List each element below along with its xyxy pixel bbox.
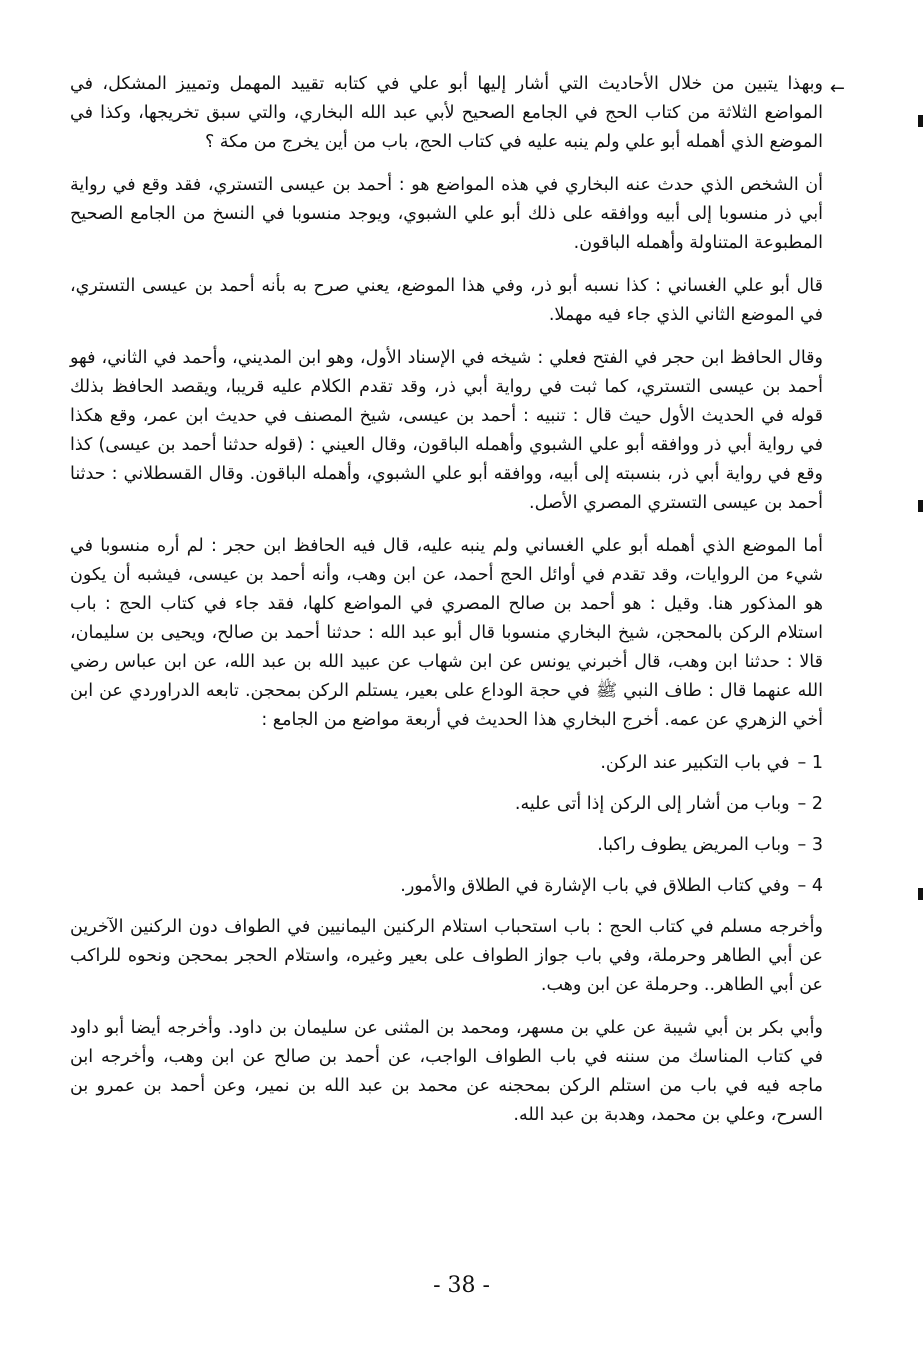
list-item-number: 1 –: [797, 753, 823, 773]
paragraph-unmentioned: أما الموضع الذي أهمله أبو علي الغساني ولم ينبه عليه، قال فيه الحافظ ابن حجر : لم أره منسوبا في شيء من الروايات، وقد تقدم في أوائل الحج أحمد، عن ابن وهب، وأنه أحمد بن عيسى، فيشبه أن يكون هو المذكور هنا. وقيل : هو أحمد بن صالح المصري في المواضع كلها، فقد جاء في كتاب الحج : باب استلام الركن بالمحجن، شيخ البخاري منسوبا قال أبو عبد الله : حدثنا أحمد بن صالح، ويحيى بن سليمان، قالا : حدثنا ابن وهب، قال أخبرني يونس عن ابن شهاب عن عبيد الله بن عبد الله، عن ابن عباس رضي الله عنهما قال : طاف النبي ﷺ في حجة الوداع على بعير، يستلم الركن بمحجن. تابعه الدراوردي عن ابن أخي الزهري عن عمه. أخرج البخاري هذا الحديث في أربعة مواضع من الجامع :: [70, 536, 823, 730]
list-item-text: وفي كتاب الطلاق في باب الإشارة في الطلاق والأمور.: [400, 876, 790, 896]
paragraph-ghassani: قال أبو علي الغساني : كذا نسبه أبو ذر، وفي هذا الموضع، يعني صرح به بأنه أحمد بن عيسى التستري، في الموضع الثاني الذي جاء فيه مهملا.: [70, 276, 823, 325]
list-item-number: 4 –: [797, 876, 823, 896]
places-list: [70, 749, 823, 901]
list-item: [70, 749, 823, 778]
list-item: [70, 831, 823, 860]
list-item: [70, 790, 823, 819]
list-item-number: 3 –: [797, 835, 823, 855]
list-item-number: 2 –: [797, 794, 823, 814]
continuation-arrow-icon: ←: [829, 78, 845, 99]
paragraph-abu-dawud: وأبي بكر بن أبي شيبة عن علي بن مسهر، ومحمد بن المثنى عن سليمان بن داود. وأخرجه أيضا أبو داود في كتاب المناسك من سننه في باب الطواف الواجب، عن أحمد بن صالح عن ابن وهب، وأخرجه ابن ماجه فيه في باب من استلم الركن بمحجنه عن محمد بن عبد الله بن نمير، وعن أحمد بن عمرو بن السرح، وعلي بن محمد، وهدبة بن عبد الله.: [70, 1018, 823, 1125]
list-item: [70, 872, 823, 901]
list-item-text: وباب المريض يطوف راكبا.: [597, 835, 790, 855]
paragraph-identity: أن الشخص الذي حدث عنه البخاري في هذه المواضع هو : أحمد بن عيسى التستري، فقد وقع في رواية أبي ذر منسوبا إلى أبيه ووافقه على ذلك أبو علي الشبوي، ويوجد منسوبا في النسخ من الجامع الصحيح المطبوعة المتناولة وأهمله الباقون.: [70, 175, 823, 253]
paragraph-intro: وبهذا يتبين من خلال الأحاديث التي أشار إليها أبو علي في كتابه تقييد المهمل وتمييز المشكل، في المواضع الثلاثة من كتاب الحج في الجامع الصحيح لأبي عبد الله البخاري، والتي سبق تخريجها، وكذا في الموضع الذي أهمله أبو علي ولم ينبه عليه في كتاب الحج، باب من أين يخرج من مكة ؟: [70, 74, 823, 152]
page-body: [70, 70, 823, 1144]
scan-edge-mark: [918, 888, 923, 900]
scan-edge-mark: [918, 115, 923, 127]
list-item-text: في باب التكبير عند الركن.: [600, 753, 790, 773]
paragraph-muslim: وأخرجه مسلم في كتاب الحج : باب استحباب استلام الركنين اليمانيين في الطواف دون الركنين الآخرين عن أبي الطاهر وحرملة، وفي باب جواز الطواف على بعير وغيره، واستلام الحجر بمحجن ونحوه للراكب عن أبي الطاهر.. وحرملة عن ابن وهب.: [70, 917, 823, 995]
scan-edge-mark: [918, 500, 923, 512]
list-item-text: وباب من أشار إلى الركن إذا أتى عليه.: [514, 794, 790, 814]
page-number: - 38 -: [433, 1273, 490, 1298]
paragraph-ibn-hajar: وقال الحافظ ابن حجر في الفتح فعلي : شيخه في الإسناد الأول، وهو ابن المديني، وأحمد في الثاني، فهو أحمد بن عيسى التستري، كما ثبت في رواية أبي ذر، وقد تقدم الكلام عليه قريبا، ويقصد الحافظ بذلك قوله في الحديث الأول حيث قال : تنبيه : أحمد بن عيسى، شيخ المصنف في حديث ابن عمر، وقع هكذا في رواية أبي ذر ووافقه أبو علي الشبوي وأهمله الباقون، وقال العيني : (قوله حدثنا أحمد بن عيسى) كذا وقع في رواية أبي ذر، بنسبته إلى أبيه، ووافقه أبو علي الشبوي، وأهمله الباقون. وقال القسطلاني : حدثنا أحمد بن عيسى التستري المصري الأصل.: [70, 348, 823, 513]
